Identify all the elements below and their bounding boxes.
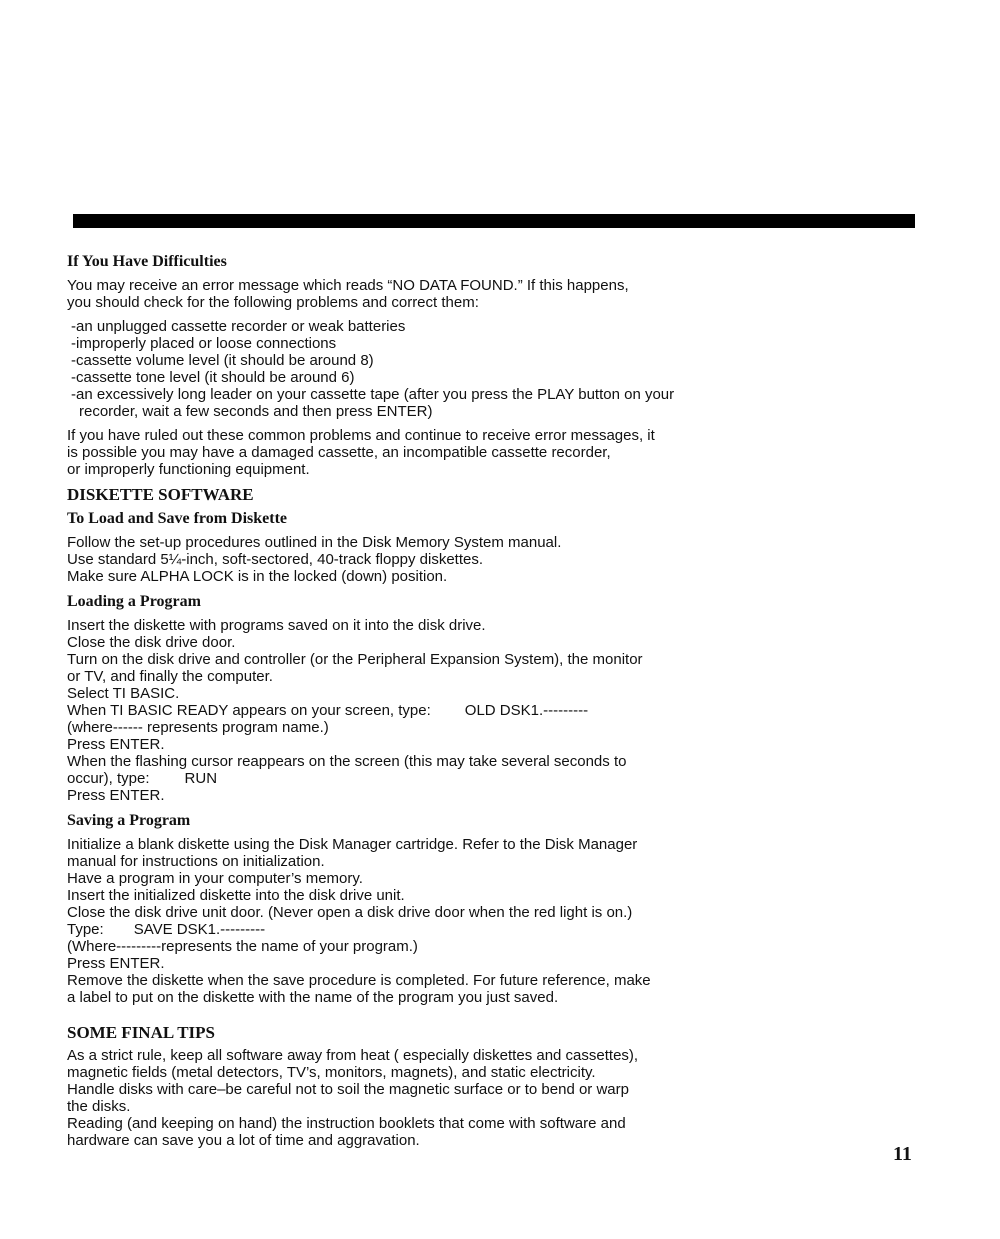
text-line: or TV, and finally the computer. xyxy=(67,668,273,685)
list-item-continuation: recorder, wait a few seconds and then press ENTER) xyxy=(79,403,433,420)
text-line: a label to put on the diskette with the name of the program you just saved. xyxy=(67,989,559,1006)
text-line xyxy=(67,770,917,787)
text-line: Follow the set-up procedures outlined in the Disk Memory System manual. xyxy=(67,534,562,551)
command-run: RUN xyxy=(184,770,218,787)
text-line: Press ENTER. xyxy=(67,787,165,804)
list-item: -cassette tone level (it should be around 6) xyxy=(71,369,355,386)
text-line: Select TI BASIC. xyxy=(67,685,180,702)
command-save-dsk1: SAVE DSK1.--------- xyxy=(133,921,266,938)
loading-text xyxy=(67,617,917,804)
text-line: Close the disk drive door. xyxy=(67,634,236,651)
difficulties-intro xyxy=(67,277,917,311)
difficulties-outro xyxy=(67,427,917,478)
heading-diskette-software: DISKETTE SOFTWARE xyxy=(67,485,254,504)
text-line: (Where---------represents the name of your program.) xyxy=(67,938,418,955)
load-save-text xyxy=(67,534,917,585)
heading-final-tips: SOME FINAL TIPS xyxy=(67,1023,216,1042)
command-old-dsk1: OLD DSK1.--------- xyxy=(464,702,589,719)
text-line: Turn on the disk drive and controller (or the Peripheral Expansion System), the monitor xyxy=(67,651,643,668)
text-line: Press ENTER. xyxy=(67,736,165,753)
text-line: Insert the initialized diskette into the disk drive unit. xyxy=(67,887,405,904)
text-line: Have a program in your computer’s memory. xyxy=(67,870,363,887)
text-line: Handle disks with care–be careful not to soil the magnetic surface or to bend or warp xyxy=(67,1081,629,1098)
text-line: manual for instructions on initialization. xyxy=(67,853,325,870)
text-line: Press ENTER. xyxy=(67,955,165,972)
text-line: Use standard 5¼-inch, soft-sectored, 40-track floppy diskettes. xyxy=(67,551,484,568)
heading-load-save: To Load and Save from Diskette xyxy=(67,510,288,527)
text-line: Insert the diskette with programs saved on it into the disk drive. xyxy=(67,617,486,634)
list-item: -cassette volume level (it should be around 8) xyxy=(71,352,374,369)
text-line xyxy=(67,702,917,719)
text-line xyxy=(67,921,917,938)
text-line: Initialize a blank diskette using the Disk Manager cartridge. Refer to the Disk Manager xyxy=(67,836,638,853)
tips-text xyxy=(67,1047,917,1149)
list-item: -an excessively long leader on your cassette tape (after you press the PLAY button on your xyxy=(71,386,675,403)
text-line: or improperly functioning equipment. xyxy=(67,461,310,478)
text-span: Type: xyxy=(67,921,104,938)
text-line: When the flashing cursor reappears on the screen (this may take several seconds to xyxy=(67,753,627,770)
heading-loading-program: Loading a Program xyxy=(67,593,201,610)
text-line: Remove the diskette when the save procedure is completed. For future reference, make xyxy=(67,972,651,989)
text-line: As a strict rule, keep all software away from heat ( especially diskettes and cassettes), xyxy=(67,1047,639,1064)
text-span: occur), type: xyxy=(67,770,150,787)
text-line: Make sure ALPHA LOCK is in the locked (down) position. xyxy=(67,568,448,585)
text-line: you should check for the following problems and correct them: xyxy=(67,294,479,311)
heading-saving-program: Saving a Program xyxy=(67,812,191,829)
text-line: (where------ represents program name.) xyxy=(67,719,329,736)
list-item: -improperly placed or loose connections xyxy=(71,335,337,352)
heading-difficulties: If You Have Difficulties xyxy=(67,253,227,270)
list-item: -an unplugged cassette recorder or weak batteries xyxy=(71,318,406,335)
text-line: If you have ruled out these common problems and continue to receive error messages, it xyxy=(67,427,655,444)
text-line: is possible you may have a damaged cassette, an incompatible cassette recorder, xyxy=(67,444,611,461)
text-line: Close the disk drive unit door. (Never open a disk drive door when the red light is on.) xyxy=(67,904,633,921)
difficulties-list xyxy=(67,318,917,420)
text-line: You may receive an error message which reads “NO DATA FOUND.” If this happens, xyxy=(67,277,629,294)
text-span: When TI BASIC READY appears on your screen, type: xyxy=(67,702,431,719)
header-rule xyxy=(73,214,915,228)
text-line: Reading (and keeping on hand) the instruction booklets that come with software and xyxy=(67,1115,626,1132)
spacer xyxy=(67,1013,917,1019)
saving-text xyxy=(67,836,917,1006)
page-content xyxy=(67,252,917,1156)
text-line: the disks. xyxy=(67,1098,131,1115)
text-line: magnetic fields (metal detectors, TV’s, monitors, magnets), and static electricity. xyxy=(67,1064,596,1081)
page-number: 11 xyxy=(893,1143,912,1165)
text-line: hardware can save you a lot of time and aggravation. xyxy=(67,1132,420,1149)
